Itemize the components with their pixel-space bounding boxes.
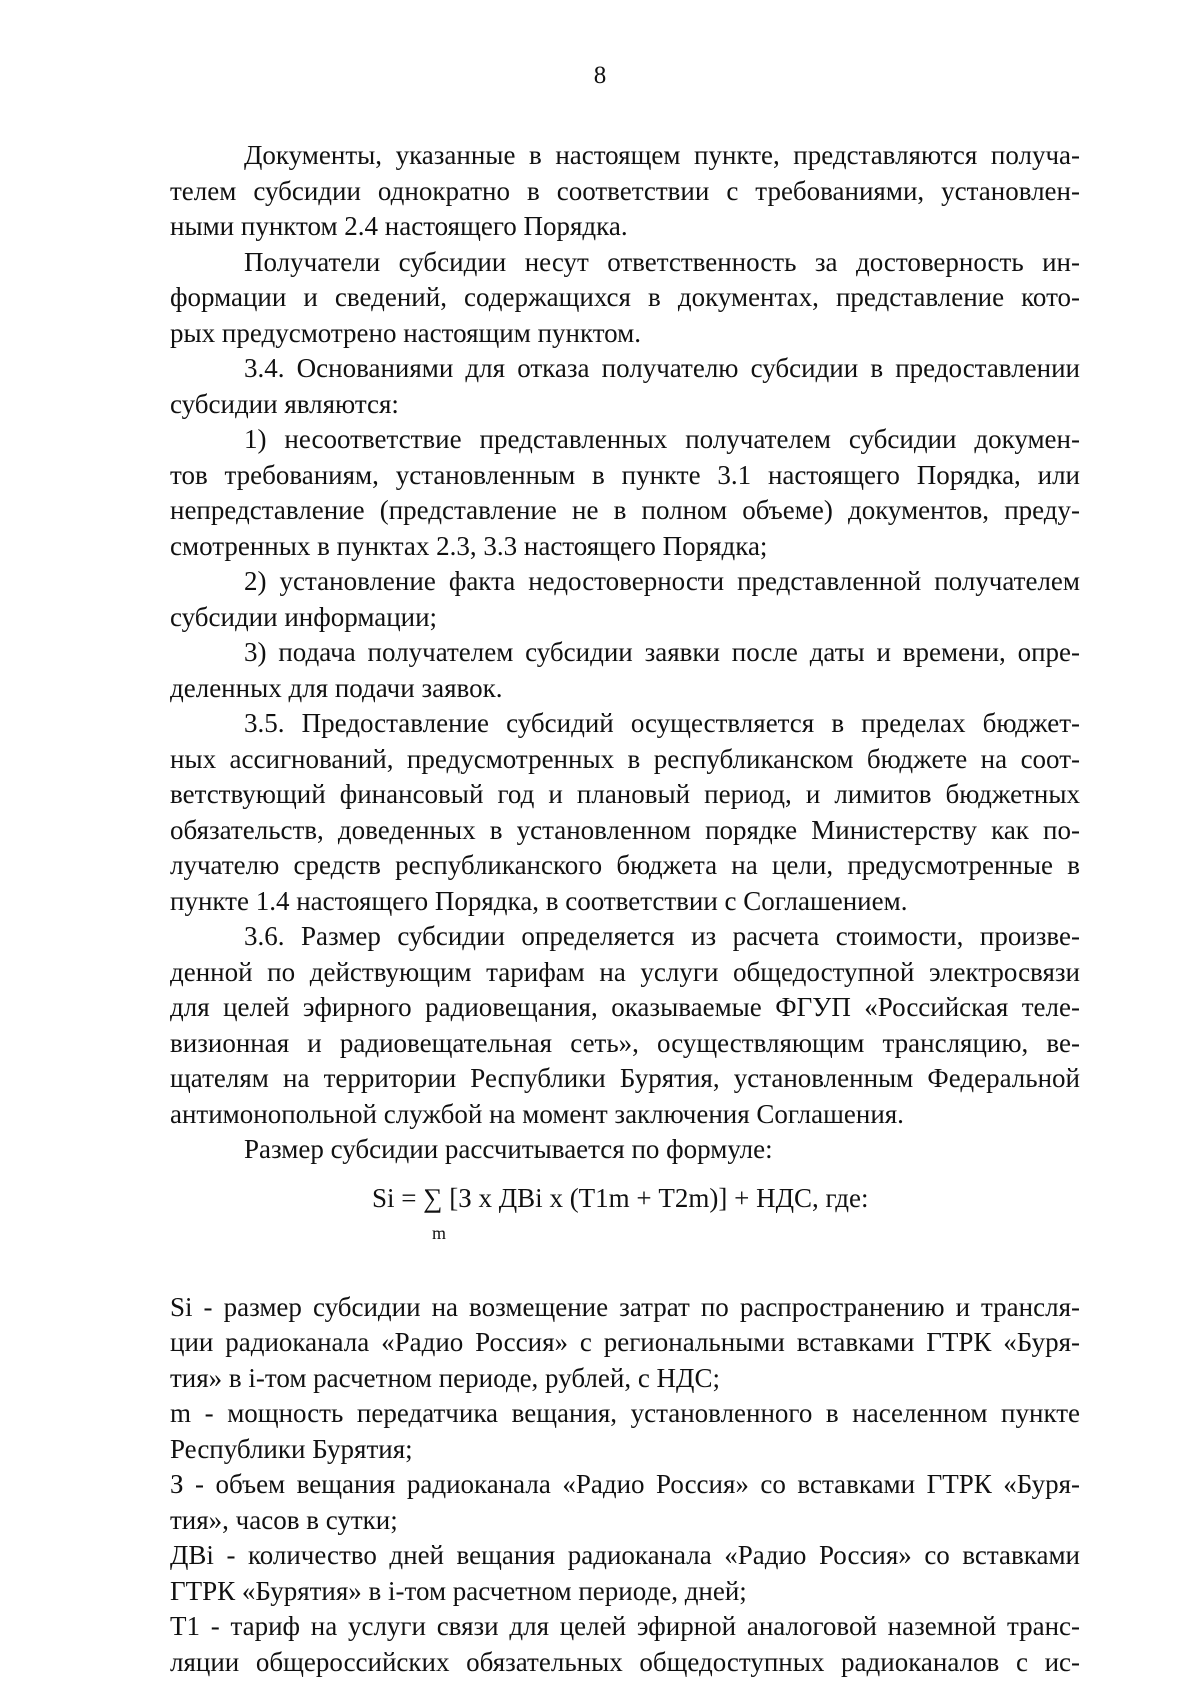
- text-line: денной по действующим тарифам на услуги общедоступной электросвязи: [170, 956, 1080, 987]
- definition-item: [170, 1290, 1080, 1397]
- text-line: щателям на территории Республики Бурятия, установленным Федеральной: [170, 1063, 1080, 1093]
- text-line: ДВi - количество дней вещания радиоканала «Радио Россия» со вставками: [170, 1540, 1080, 1570]
- definition-item: [170, 1467, 1080, 1538]
- text-line: визионная и радиовещательная сеть», осуществляющим трансляцию, ве-: [170, 1027, 1080, 1058]
- text-line: ными пунктом 2.4 настоящего Порядка.: [170, 211, 628, 241]
- paragraph: [170, 706, 1080, 919]
- text-line: рых предусмотрено настоящим пунктом.: [170, 317, 641, 348]
- text-line: тия» в i-том расчетном периоде, рублей, с НДС;: [170, 1362, 720, 1393]
- paragraph: [170, 635, 1080, 706]
- top-paragraphs: [170, 138, 1080, 1168]
- paragraph: [170, 245, 1080, 352]
- paragraph: [170, 919, 1080, 1132]
- text-line: тов требованиям, установленным в пункте 3.1 настоящего Порядка, или: [170, 459, 1080, 490]
- document-body: [170, 138, 1080, 1680]
- text-line: 3.4. Основаниями для отказа получателю субсидии в предоставлении: [244, 353, 1080, 383]
- paragraph: [170, 138, 1080, 245]
- text-line: непредставление (представление не в полном объеме) документов, преду-: [170, 495, 1080, 525]
- paragraph: [170, 564, 1080, 635]
- text-line: m - мощность передатчика вещания, установленного в населенном пункте: [170, 1398, 1080, 1428]
- text-line: 3.6. Размер субсидии определяется из расчета стоимости, произве-: [244, 921, 1080, 951]
- text-line: для целей эфирного радиовещания, оказываемые ФГУП «Российская теле-: [170, 992, 1080, 1022]
- text-line: Размер субсидии рассчитывается по формуле:: [244, 1134, 773, 1164]
- text-line: 2) установление факта недостоверности представленной получателем: [244, 566, 1080, 596]
- text-line: ветствующий финансовый год и плановый период, и лимитов бюджетных: [170, 779, 1080, 809]
- text-line: антимонопольной службой на момент заключения Соглашения.: [170, 1098, 904, 1129]
- paragraph: [170, 422, 1080, 564]
- text-line: лучателю средств республиканского бюджета на цели, предусмотренные в: [170, 850, 1080, 880]
- definition-item: [170, 1396, 1080, 1467]
- text-line: 3.5. Предоставление субсидий осуществляется в пределах бюджет-: [244, 708, 1080, 738]
- text-line: ных ассигнований, предусмотренных в республиканском бюджете на соот-: [170, 743, 1080, 774]
- text-line: формации и сведений, содержащихся в документах, представление кото-: [170, 282, 1080, 312]
- formula: [170, 1171, 1080, 1264]
- text-line: деленных для подачи заявок.: [170, 672, 503, 703]
- paragraph: [170, 351, 1080, 422]
- page-number: 8: [593, 62, 607, 89]
- text-line: Т1 - тариф на услуги связи для целей эфирной аналоговой наземной транс-: [170, 1611, 1080, 1641]
- formula-sum-subscript: m: [432, 1222, 447, 1243]
- text-line: Получатели субсидии несут ответственность за достоверность ин-: [244, 246, 1080, 277]
- text-line: Документы, указанные в настоящем пункте, представляются получа-: [244, 140, 1080, 170]
- text-line: телем субсидии однократно в соответствии с требованиями, установлен-: [170, 175, 1080, 206]
- text-line: ции радиоканала «Радио Россия» с региональными вставками ГТРК «Буря-: [170, 1327, 1080, 1357]
- definition-item: [170, 1609, 1080, 1680]
- formula-expression: Si = ∑ [З х ДВi х (Т1m + Т2m)] + НДС, где:: [372, 1182, 869, 1213]
- text-line: субсидии информации;: [170, 601, 438, 632]
- text-line: пункте 1.4 настоящего Порядка, в соответствии с Соглашением.: [170, 885, 908, 916]
- text-line: З - объем вещания радиоканала «Радио Россия» со вставками ГТРК «Буря-: [170, 1469, 1080, 1499]
- paragraph: [170, 1132, 1080, 1168]
- text-line: Si - размер субсидии на возмещение затрат по распространению и трансля-: [170, 1291, 1080, 1322]
- text-line: смотренных в пунктах 2.3, 3.3 настоящего Порядка;: [170, 530, 768, 561]
- definitions-list: [170, 1290, 1080, 1681]
- text-line: 1) несоответствие представленных получателем субсидии докумен-: [244, 424, 1080, 454]
- text-line: ляции общероссийских обязательных общедоступных радиоканалов с ис-: [170, 1646, 1080, 1677]
- text-line: субсидии являются:: [170, 388, 399, 419]
- text-line: 3) подача получателем субсидии заявки после даты и времени, опре-: [244, 637, 1080, 667]
- text-line: Республики Бурятия;: [170, 1433, 413, 1464]
- text-line: тия», часов в сутки;: [170, 1504, 398, 1535]
- text-line: обязательств, доведенных в установленном порядке Министерству как по-: [170, 814, 1080, 845]
- text-line: ГТРК «Бурятия» в i-том расчетном периоде, дней;: [170, 1575, 747, 1606]
- definition-item: [170, 1538, 1080, 1609]
